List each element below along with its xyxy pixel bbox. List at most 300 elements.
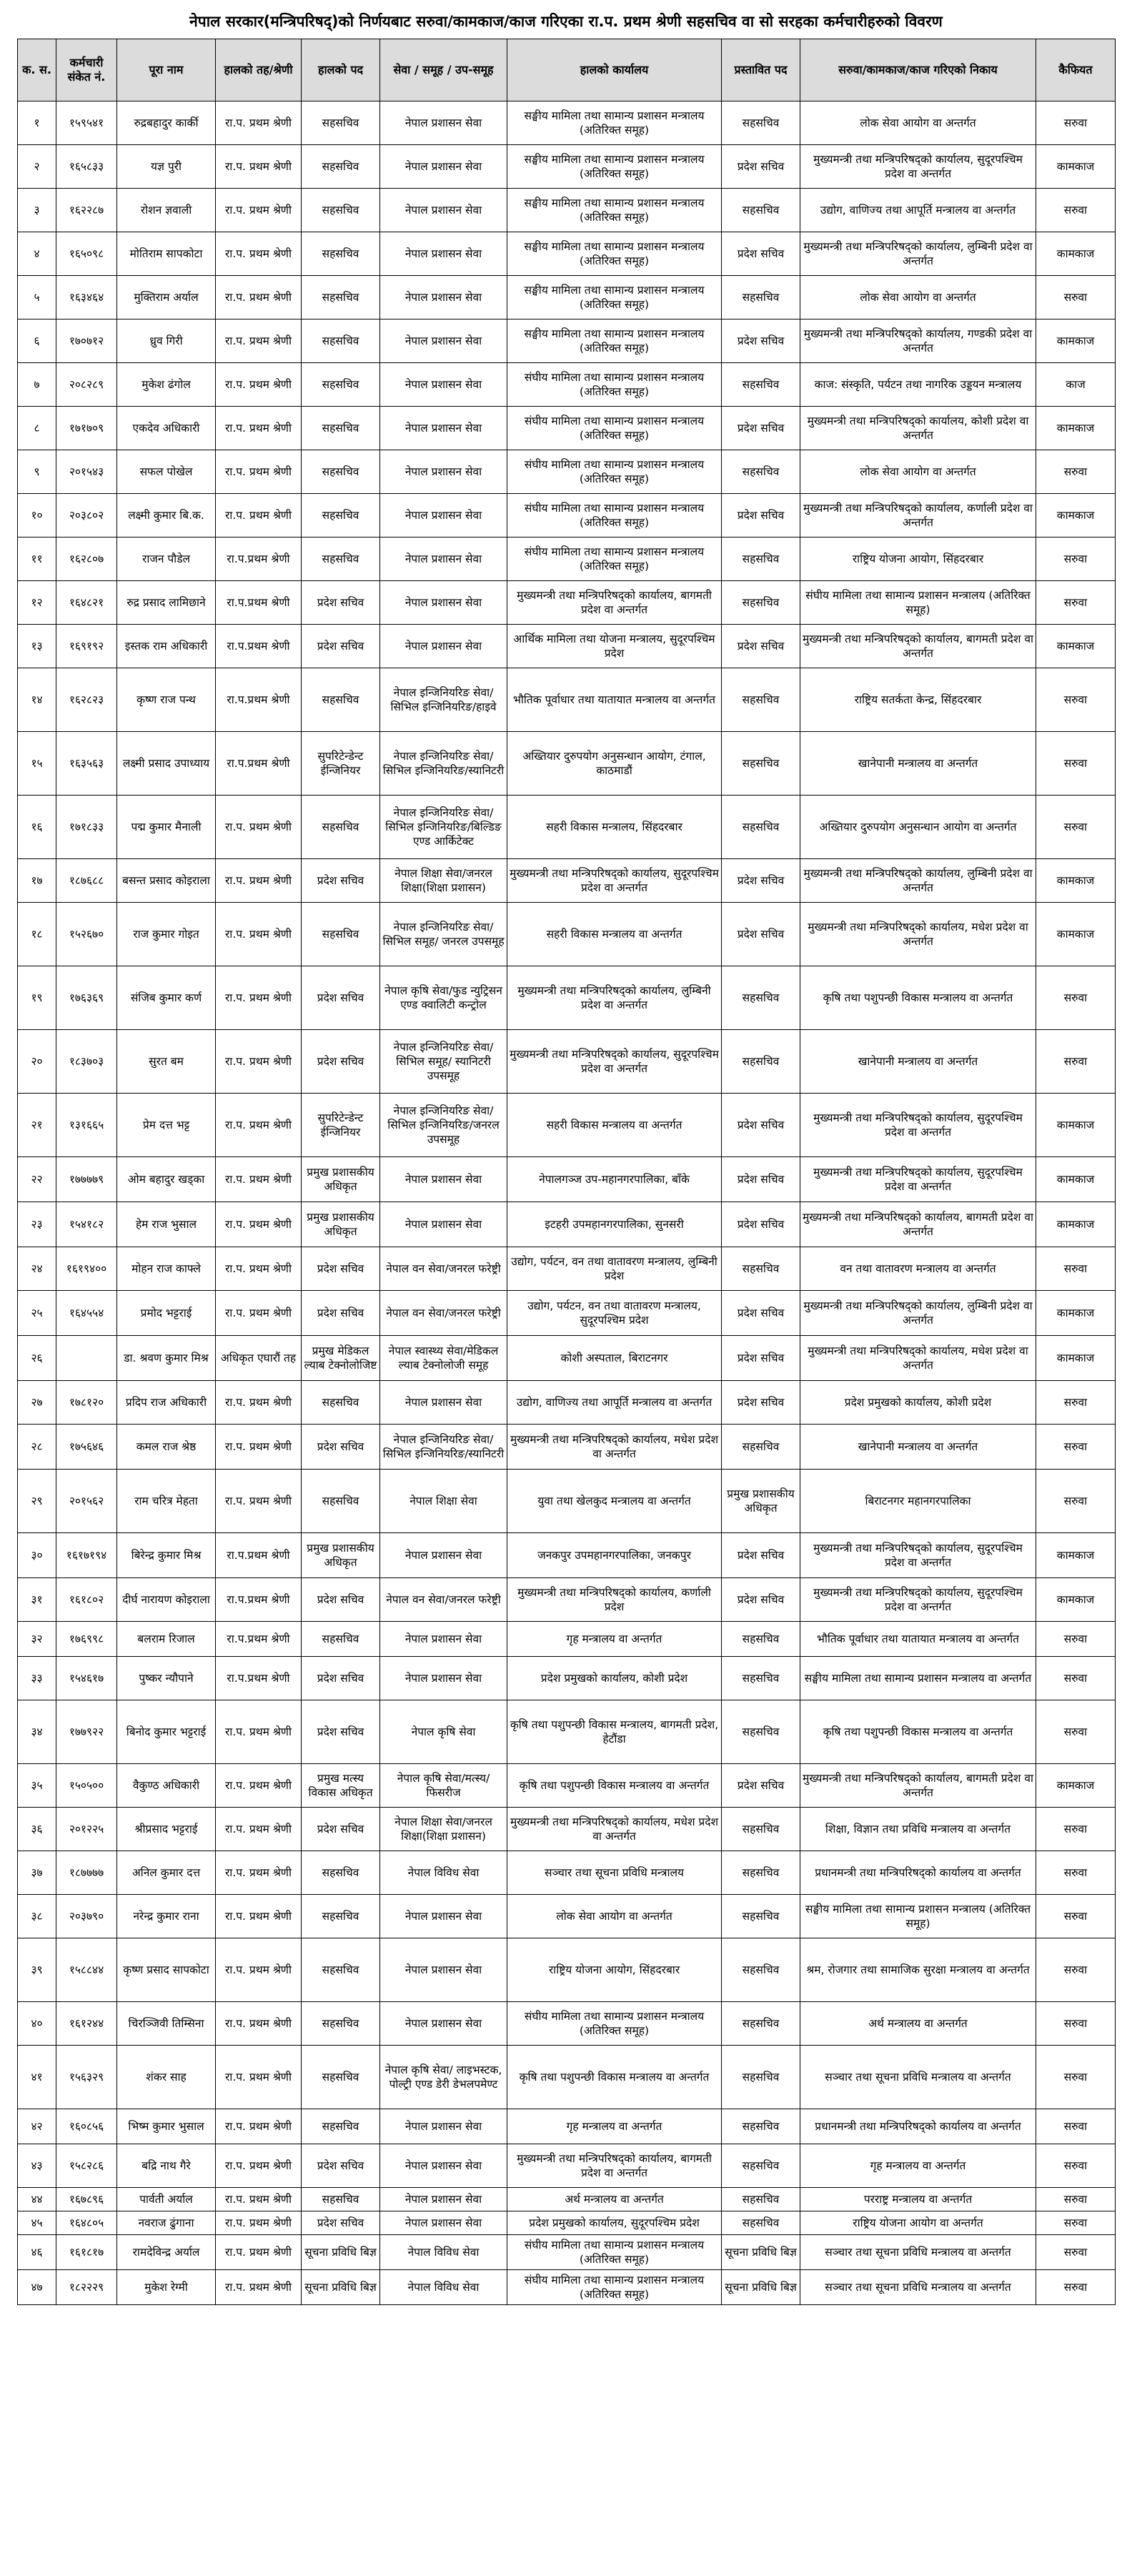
office-cell: मुख्यमन्त्री तथा मन्त्रिपरिषद्को कार्यालय, मधेश प्रदेश वा अन्तर्गत: [507, 1808, 722, 1851]
serial-cell: ३६: [18, 1808, 56, 1851]
post-cell: सहसचिव: [302, 668, 380, 732]
remark-cell: सरुवा: [1036, 1808, 1116, 1851]
name-cell: प्रमोद भट्टराई: [117, 1291, 216, 1336]
target-body-cell: मुख्यमन्त्री तथा मन्त्रिपरिषद्को कार्यालय, मधेश प्रदेश वा अन्तर्गत: [800, 1336, 1036, 1381]
remark-cell: कामकाज: [1036, 1336, 1116, 1381]
remark-cell: सरुवा: [1036, 2235, 1116, 2270]
level-cell: रा.प.प्रथम श्रेणी: [216, 1622, 302, 1657]
proposed-post-cell: सहसचिव: [722, 1030, 800, 1094]
post-cell: प्रदेश सचिव: [302, 1247, 380, 1291]
office-cell: कोशी अस्पताल, बिराटनगर: [507, 1336, 722, 1381]
code-cell: १७१८३३: [56, 796, 117, 859]
service-cell: नेपाल कृषि सेवा/ लाइभस्टक, पोल्ट्री एण्ड डेरी डेभलपमेण्ट: [380, 2046, 507, 2109]
table-row: [18, 2144, 1116, 2188]
target-body-cell: अर्थ मन्त्रालय वा अन्तर्गत: [800, 2002, 1036, 2046]
proposed-post-cell: सहसचिव: [722, 796, 800, 859]
office-cell: मुख्यमन्त्री तथा मन्त्रिपरिषद्को कार्यालय, कर्णाली प्रदेश: [507, 1578, 722, 1622]
name-cell: दीर्घ नारायण कोइराला: [117, 1578, 216, 1622]
target-body-cell: लोक सेवा आयोग वा अन्तर्गत: [800, 450, 1036, 494]
service-cell: नेपाल प्रशासन सेवा: [380, 407, 507, 450]
office-cell: उद्योग, वाणिज्य तथा आपूर्ति मन्त्रालय वा अन्तर्गत: [507, 1381, 722, 1425]
name-cell: यज्ञ पुरी: [117, 145, 216, 189]
post-cell: प्रदेश सचिव: [302, 625, 380, 668]
post-cell: प्रदेश सचिव: [302, 581, 380, 625]
table-row: [18, 1291, 1116, 1336]
code-cell: १६४८२१: [56, 581, 117, 625]
proposed-post-cell: प्रदेश सचिव: [722, 145, 800, 189]
name-cell: संजिब कुमार कर्ण: [117, 966, 216, 1030]
table-row: [18, 2002, 1116, 2046]
service-cell: नेपाल इन्जिनियरिङ सेवा/ सिभिल समूह/ स्यानिटरी उपसमूह: [380, 1030, 507, 1094]
table-row: [18, 668, 1116, 732]
post-cell: सहसचिव: [302, 363, 380, 407]
office-cell: संघीय मामिला तथा सामान्य प्रशासन मन्त्रालय (अतिरिक्त समूह): [507, 407, 722, 450]
table-row: [18, 859, 1116, 903]
remark-cell: सरुवा: [1036, 796, 1116, 859]
post-cell: प्रदेश सचिव: [302, 1578, 380, 1622]
serial-cell: २३: [18, 1202, 56, 1247]
target-body-cell: मुख्यमन्त्री तथा मन्त्रिपरिषद्को कार्यालय, बागमती प्रदेश वा अन्तर्गत: [800, 1202, 1036, 1247]
service-cell: नेपाल प्रशासन सेवा: [380, 1157, 507, 1202]
office-cell: सङ्घीय मामिला तथा सामान्य प्रशासन मन्त्रालय (अतिरिक्त समूह): [507, 101, 722, 145]
office-cell: गृह मन्त्रालय वा अन्तर्गत: [507, 1622, 722, 1657]
name-cell: अनिल कुमार दत्त: [117, 1851, 216, 1895]
table-row: [18, 796, 1116, 859]
serial-cell: ४७: [18, 2270, 56, 2305]
code-cell: १६५०९८: [56, 232, 117, 276]
target-body-cell: मुख्यमन्त्री तथा मन्त्रिपरिषद्को कार्यालय, लुम्बिनी प्रदेश वा अन्तर्गत: [800, 1291, 1036, 1336]
serial-cell: १९: [18, 966, 56, 1030]
post-cell: सहसचिव: [302, 2002, 380, 2046]
post-cell: सहसचिव: [302, 1470, 380, 1533]
serial-cell: ३५: [18, 1764, 56, 1808]
office-cell: उद्योग, पर्यटन, वन तथा वातावरण मन्त्रालय, लुम्बिनी प्रदेश: [507, 1247, 722, 1291]
level-cell: रा.प.प्रथम श्रेणी: [216, 1657, 302, 1700]
post-cell: सहसचिव: [302, 232, 380, 276]
code-cell: २०३८०२: [56, 494, 117, 538]
target-body-cell: सङ्घीय मामिला तथा सामान्य प्रशासन मन्त्रालय (अतिरिक्त समूह): [800, 1895, 1036, 1938]
remark-cell: सरुवा: [1036, 1425, 1116, 1470]
office-cell: प्रदेश प्रमुखको कार्यालय, सुदूरपश्चिम प्रदेश: [507, 2211, 722, 2235]
code-cell: १६३४६४: [56, 276, 117, 319]
remark-cell: सरुवा: [1036, 1657, 1116, 1700]
code-cell: १७८१२०: [56, 1381, 117, 1425]
proposed-post-cell: सहसचिव: [722, 1938, 800, 2002]
remark-cell: कामकाज: [1036, 1094, 1116, 1157]
serial-cell: ३०: [18, 1533, 56, 1578]
code-cell: १६२८२३: [56, 668, 117, 732]
target-body-cell: भौतिक पूर्वाधार तथा यातायात मन्त्रालय वा अन्तर्गत: [800, 1622, 1036, 1657]
post-cell: सहसचिव: [302, 1851, 380, 1895]
level-cell: रा.प. प्रथम श्रेणी: [216, 2109, 302, 2144]
service-cell: नेपाल वन सेवा/जनरल फरेष्ट्री: [380, 1247, 507, 1291]
code-cell: २०३७९०: [56, 1895, 117, 1938]
remark-cell: कामकाज: [1036, 319, 1116, 363]
level-cell: रा.प. प्रथम श्रेणी: [216, 1851, 302, 1895]
service-cell: नेपाल इन्जिनियरिङ सेवा/सिभिल इन्जिनियरिङ/स्यानिटरी: [380, 732, 507, 796]
level-cell: रा.प. प्रथम श्रेणी: [216, 450, 302, 494]
post-cell: सहसचिव: [302, 319, 380, 363]
serial-cell: ४: [18, 232, 56, 276]
level-cell: रा.प.प्रथम श्रेणी: [216, 1533, 302, 1578]
table-row: [18, 2270, 1116, 2305]
proposed-post-cell: प्रदेश सचिव: [722, 407, 800, 450]
office-cell: सङ्घीय मामिला तथा सामान्य प्रशासन मन्त्रालय (अतिरिक्त समूह): [507, 276, 722, 319]
level-cell: रा.प. प्रथम श्रेणी: [216, 101, 302, 145]
serial-cell: १२: [18, 581, 56, 625]
service-cell: नेपाल प्रशासन सेवा: [380, 450, 507, 494]
remark-cell: कामकाज: [1036, 1578, 1116, 1622]
target-body-cell: सञ्चार तथा सूचना प्रविधि मन्त्रालय वा अन्तर्गत: [800, 2046, 1036, 2109]
col-remark-header: कैफियत: [1036, 39, 1116, 101]
code-cell: १६१८०२: [56, 1578, 117, 1622]
proposed-post-cell: सहसचिव: [722, 2211, 800, 2235]
level-cell: रा.प. प्रथम श्रेणी: [216, 2270, 302, 2305]
level-cell: रा.प. प्रथम श्रेणी: [216, 276, 302, 319]
post-cell: सूचना प्रविधि बिज्ञ: [302, 2270, 380, 2305]
proposed-post-cell: सहसचिव: [722, 2188, 800, 2211]
office-cell: सहरी विकास मन्त्रालय वा अन्तर्गत: [507, 903, 722, 966]
serial-cell: १०: [18, 494, 56, 538]
name-cell: लक्ष्मी कुमार बि.क.: [117, 494, 216, 538]
service-cell: नेपाल प्रशासन सेवा: [380, 101, 507, 145]
proposed-post-cell: सहसचिव: [722, 1425, 800, 1470]
target-body-cell: प्रधानमन्त्री तथा मन्त्रिपरिषद्को कार्यालय वा अन्तर्गत: [800, 2109, 1036, 2144]
remark-cell: सरुवा: [1036, 2144, 1116, 2188]
office-cell: नेपालगञ्ज उप-महानगरपालिका, बाँके: [507, 1157, 722, 1202]
name-cell: पद्म कुमार मैनाली: [117, 796, 216, 859]
serial-cell: ३४: [18, 1700, 56, 1764]
target-body-cell: मुख्यमन्त्री तथा मन्त्रिपरिषद्को कार्यालय, गण्डकी प्रदेश वा अन्तर्गत: [800, 319, 1036, 363]
service-cell: नेपाल प्रशासन सेवा: [380, 276, 507, 319]
target-body-cell: मुख्यमन्त्री तथा मन्त्रिपरिषद्को कार्यालय, कोशी प्रदेश वा अन्तर्गत: [800, 407, 1036, 450]
level-cell: रा.प.प्रथम श्रेणी: [216, 581, 302, 625]
code-cell: १७५६४६: [56, 1425, 117, 1470]
target-body-cell: श्रम, रोजगार तथा सामाजिक सुरक्षा मन्त्रालय वा अन्तर्गत: [800, 1938, 1036, 2002]
level-cell: रा.प. प्रथम श्रेणी: [216, 2211, 302, 2235]
code-cell: १७०७१२: [56, 319, 117, 363]
table-row: [18, 1657, 1116, 1700]
service-cell: नेपाल वन सेवा/जनरल फरेष्ट्री: [380, 1578, 507, 1622]
serial-cell: १८: [18, 903, 56, 966]
code-cell: १६९१९२: [56, 625, 117, 668]
proposed-post-cell: सहसचिव: [722, 732, 800, 796]
serial-cell: ३८: [18, 1895, 56, 1938]
service-cell: नेपाल प्रशासन सेवा: [380, 538, 507, 581]
code-cell: १६५८३३: [56, 145, 117, 189]
target-body-cell: खानेपानी मन्त्रालय वा अन्तर्गत: [800, 732, 1036, 796]
target-body-cell: मुख्यमन्त्री तथा मन्त्रिपरिषद्को कार्यालय, सुदूरपश्चिम प्रदेश वा अन्तर्गत: [800, 1157, 1036, 1202]
serial-cell: ३७: [18, 1851, 56, 1895]
code-cell: २०८२८९: [56, 363, 117, 407]
code-cell: १५८८४४: [56, 1938, 117, 2002]
table-row: [18, 1895, 1116, 1938]
remark-cell: सरुवा: [1036, 538, 1116, 581]
service-cell: नेपाल प्रशासन सेवा: [380, 1202, 507, 1247]
level-cell: रा.प.प्रथम श्रेणी: [216, 732, 302, 796]
serial-cell: ८: [18, 407, 56, 450]
remark-cell: सरुवा: [1036, 966, 1116, 1030]
col-code-header: कर्मचारी संकेत नं.: [56, 39, 117, 101]
post-cell: सहसचिव: [302, 189, 380, 232]
name-cell: राजन पौडेल: [117, 538, 216, 581]
level-cell: रा.प. प्रथम श्रेणी: [216, 1157, 302, 1202]
post-cell: सहसचिव: [302, 407, 380, 450]
code-cell: १८७६८८: [56, 859, 117, 903]
serial-cell: ३: [18, 189, 56, 232]
target-body-cell: संघीय मामिला तथा सामान्य प्रशासन मन्त्रालय (अतिरिक्त समूह): [800, 581, 1036, 625]
code-cell: १६७८९६: [56, 2188, 117, 2211]
serial-cell: ३९: [18, 1938, 56, 2002]
office-cell: गृह मन्त्रालय वा अन्तर्गत: [507, 2109, 722, 2144]
service-cell: नेपाल प्रशासन सेवा: [380, 189, 507, 232]
serial-cell: ५: [18, 276, 56, 319]
service-cell: नेपाल कृषि सेवा/मत्स्य/फिसरीज: [380, 1764, 507, 1808]
table-row: [18, 732, 1116, 796]
target-body-cell: खानेपानी मन्त्रालय वा अन्तर्गत: [800, 1030, 1036, 1094]
remark-cell: काज: [1036, 363, 1116, 407]
level-cell: रा.प. प्रथम श्रेणी: [216, 1700, 302, 1764]
name-cell: रामदेविन्द्र अर्याल: [117, 2235, 216, 2270]
service-cell: नेपाल प्रशासन सेवा: [380, 2002, 507, 2046]
remark-cell: कामकाज: [1036, 625, 1116, 668]
post-cell: सहसचिव: [302, 903, 380, 966]
office-cell: कृषि तथा पशुपन्छी विकास मन्त्रालय, बागमती प्रदेश, हेटौंडा: [507, 1700, 722, 1764]
service-cell: नेपाल प्रशासन सेवा: [380, 1533, 507, 1578]
target-body-cell: मुख्यमन्त्री तथा मन्त्रिपरिषद्को कार्यालय, सुदूरपश्चिम प्रदेश वा अन्तर्गत: [800, 145, 1036, 189]
level-cell: रा.प. प्रथम श्रेणी: [216, 232, 302, 276]
name-cell: इस्तक राम अधिकारी: [117, 625, 216, 668]
table-row: [18, 1202, 1116, 1247]
office-cell: भौतिक पूर्वाधार तथा यातायात मन्त्रालय वा अन्तर्गत: [507, 668, 722, 732]
level-cell: रा.प.प्रथम श्रेणी: [216, 1578, 302, 1622]
table-row: [18, 1157, 1116, 1202]
name-cell: चिरञ्जिवी तिम्सिना: [117, 2002, 216, 2046]
name-cell: मुकेश ढंगोल: [117, 363, 216, 407]
service-cell: नेपाल प्रशासन सेवा: [380, 494, 507, 538]
target-body-cell: कृषि तथा पशुपन्छी विकास मन्त्रालय वा अन्तर्गत: [800, 966, 1036, 1030]
name-cell: ध्रुव गिरी: [117, 319, 216, 363]
code-cell: १७१७०९: [56, 407, 117, 450]
serial-cell: २१: [18, 1094, 56, 1157]
proposed-post-cell: सहसचिव: [722, 1622, 800, 1657]
table-row: [18, 1336, 1116, 1381]
remark-cell: कामकाज: [1036, 903, 1116, 966]
target-body-cell: लोक सेवा आयोग वा अन्तर्गत: [800, 101, 1036, 145]
code-cell: १७७९२२: [56, 1700, 117, 1764]
post-cell: सुपरिटेन्डेन्ट ईन्जिनियर: [302, 1094, 380, 1157]
remark-cell: सरुवा: [1036, 2211, 1116, 2235]
serial-cell: ३२: [18, 1622, 56, 1657]
service-cell: नेपाल विविध सेवा: [380, 2235, 507, 2270]
level-cell: रा.प. प्रथम श्रेणी: [216, 1381, 302, 1425]
service-cell: नेपाल इन्जिनियरिङ सेवा/ सिभिल समूह/ जनरल उपसमूह: [380, 903, 507, 966]
target-body-cell: शिक्षा, विज्ञान तथा प्रविधि मन्त्रालय वा अन्तर्गत: [800, 1808, 1036, 1851]
proposed-post-cell: प्रदेश सचिव: [722, 1578, 800, 1622]
proposed-post-cell: सहसचिव: [722, 2046, 800, 2109]
service-cell: नेपाल प्रशासन सेवा: [380, 2188, 507, 2211]
remark-cell: सरुवा: [1036, 1470, 1116, 1533]
col-body-header: सरुवा/कामकाज/काज गरिएको निकाय: [800, 39, 1036, 101]
name-cell: नवराज ढुंगाना: [117, 2211, 216, 2235]
code-cell: १८७७७७: [56, 1851, 117, 1895]
level-cell: रा.प. प्रथम श्रेणी: [216, 1808, 302, 1851]
table-row: [18, 1700, 1116, 1764]
col-serial-header: क. स.: [18, 39, 56, 101]
proposed-post-cell: प्रदेश सचिव: [722, 494, 800, 538]
table-row: [18, 101, 1116, 145]
name-cell: हेम राज भुसाल: [117, 1202, 216, 1247]
code-cell: १६१९४००: [56, 1247, 117, 1291]
serial-cell: ४३: [18, 2144, 56, 2188]
service-cell: नेपाल प्रशासन सेवा: [380, 2144, 507, 2188]
remark-cell: सरुवा: [1036, 276, 1116, 319]
code-cell: १५४६१७: [56, 1657, 117, 1700]
col-service-header: सेवा / समूह / उप-समूह: [380, 39, 507, 101]
remark-cell: सरुवा: [1036, 1622, 1116, 1657]
remark-cell: कामकाज: [1036, 407, 1116, 450]
office-cell: कृषि तथा पशुपन्छी विकास मन्त्रालय वा अन्तर्गत: [507, 2046, 722, 2109]
level-cell: रा.प. प्रथम श्रेणी: [216, 1764, 302, 1808]
table-row: [18, 2109, 1116, 2144]
post-cell: सहसचिव: [302, 450, 380, 494]
name-cell: राज कुमार गोइत: [117, 903, 216, 966]
service-cell: नेपाल कृषि सेवा/फुड न्युट्रिसन एण्ड क्वालिटी कन्ट्रोल: [380, 966, 507, 1030]
proposed-post-cell: प्रदेश सचिव: [722, 1764, 800, 1808]
post-cell: प्रदेश सचिव: [302, 1808, 380, 1851]
target-body-cell: मुख्यमन्त्री तथा मन्त्रिपरिषद्को कार्यालय, लुम्बिनी प्रदेश वा अन्तर्गत: [800, 232, 1036, 276]
remark-cell: सरुवा: [1036, 189, 1116, 232]
office-cell: लोक सेवा आयोग वा अन्तर्गत: [507, 1895, 722, 1938]
remark-cell: सरुवा: [1036, 581, 1116, 625]
table-row: [18, 581, 1116, 625]
code-cell: १६४५५४: [56, 1291, 117, 1336]
level-cell: रा.प. प्रथम श्रेणी: [216, 1938, 302, 2002]
table-row: [18, 1764, 1116, 1808]
post-cell: प्रदेश सचिव: [302, 2211, 380, 2235]
table-row: [18, 1247, 1116, 1291]
table-body: [18, 101, 1116, 2305]
level-cell: रा.प. प्रथम श्रेणी: [216, 796, 302, 859]
service-cell: नेपाल प्रशासन सेवा: [380, 1622, 507, 1657]
proposed-post-cell: प्रदेश सचिव: [722, 625, 800, 668]
table-row: [18, 276, 1116, 319]
col-name-header: पूरा नाम: [117, 39, 216, 101]
name-cell: रोशन ज्ञवाली: [117, 189, 216, 232]
serial-cell: २२: [18, 1157, 56, 1202]
table-row: [18, 1622, 1116, 1657]
table-row: [18, 1094, 1116, 1157]
remark-cell: सरुवा: [1036, 2270, 1116, 2305]
proposed-post-cell: प्रदेश सचिव: [722, 1157, 800, 1202]
serial-cell: ९: [18, 450, 56, 494]
level-cell: रा.प.प्रथम श्रेणी: [216, 538, 302, 581]
remark-cell: सरुवा: [1036, 2002, 1116, 2046]
level-cell: रा.प. प्रथम श्रेणी: [216, 1425, 302, 1470]
table-row: [18, 1938, 1116, 2002]
level-cell: रा.प. प्रथम श्रेणी: [216, 1030, 302, 1094]
code-cell: १६१७१९४: [56, 1533, 117, 1578]
target-body-cell: मुख्यमन्त्री तथा मन्त्रिपरिषद्को कार्यालय, सुदूरपश्चिम प्रदेश वा अन्तर्गत: [800, 1533, 1036, 1578]
serial-cell: २९: [18, 1470, 56, 1533]
office-cell: सङ्घीय मामिला तथा सामान्य प्रशासन मन्त्रालय (अतिरिक्त समूह): [507, 232, 722, 276]
post-cell: सहसचिव: [302, 1622, 380, 1657]
office-cell: मुख्यमन्त्री तथा मन्त्रिपरिषद्को कार्यालय, लुम्बिनी प्रदेश वा अन्तर्गत: [507, 966, 722, 1030]
post-cell: सहसचिव: [302, 1381, 380, 1425]
level-cell: रा.प. प्रथम श्रेणी: [216, 2144, 302, 2188]
code-cell: १६१२४४: [56, 2002, 117, 2046]
code-cell: २०१५४३: [56, 450, 117, 494]
col-level-header: हालको तह/श्रेणी: [216, 39, 302, 101]
service-cell: नेपाल प्रशासन सेवा: [380, 581, 507, 625]
post-cell: प्रमुख प्रशासकीय अधिकृत: [302, 1202, 380, 1247]
proposed-post-cell: सहसचिव: [722, 276, 800, 319]
table-row: [18, 232, 1116, 276]
serial-cell: १५: [18, 732, 56, 796]
office-cell: मुख्यमन्त्री तथा मन्त्रिपरिषद्को कार्यालय, सुदूरपश्चिम प्रदेश वा अन्तर्गत: [507, 859, 722, 903]
proposed-post-cell: प्रदेश सचिव: [722, 1381, 800, 1425]
target-body-cell: अख्तियार दुरुपयोग अनुसन्धान आयोग वा अन्तर्गत: [800, 796, 1036, 859]
table-row: [18, 2211, 1116, 2235]
level-cell: रा.प. प्रथम श्रेणी: [216, 407, 302, 450]
proposed-post-cell: प्रदेश सचिव: [722, 903, 800, 966]
level-cell: रा.प. प्रथम श्रेणी: [216, 494, 302, 538]
code-cell: १५२६७०: [56, 903, 117, 966]
remark-cell: कामकाज: [1036, 1291, 1116, 1336]
office-cell: संघीय मामिला तथा सामान्य प्रशासन मन्त्रालय (अतिरिक्त समूह): [507, 450, 722, 494]
serial-cell: १७: [18, 859, 56, 903]
serial-cell: २७: [18, 1381, 56, 1425]
service-cell: नेपाल इन्जिनियरिङ सेवा/सिभिल इन्जिनियरिङ/जनरल उपसमूह: [380, 1094, 507, 1157]
name-cell: रुद्रबहादुर कार्की: [117, 101, 216, 145]
code-cell: १७६३६९: [56, 966, 117, 1030]
col-post-header: हालको पद: [302, 39, 380, 101]
target-body-cell: खानेपानी मन्त्रालय वा अन्तर्गत: [800, 1425, 1036, 1470]
post-cell: प्रमुख प्रशासकीय अधिकृत: [302, 1157, 380, 1202]
table-header: [18, 39, 1116, 101]
post-cell: सहसचिव: [302, 2109, 380, 2144]
service-cell: नेपाल प्रशासन सेवा: [380, 1895, 507, 1938]
proposed-post-cell: सहसचिव: [722, 2109, 800, 2144]
target-body-cell: मुख्यमन्त्री तथा मन्त्रिपरिषद्को कार्यालय, कर्णाली प्रदेश वा अन्तर्गत: [800, 494, 1036, 538]
code-cell: १५६३२९: [56, 2046, 117, 2109]
level-cell: रा.प. प्रथम श्रेणी: [216, 1470, 302, 1533]
office-cell: जनकपुर उपमहानगरपालिका, जनकपुर: [507, 1533, 722, 1578]
service-cell: नेपाल शिक्षा सेवा: [380, 1470, 507, 1533]
name-cell: कृष्ण राज पन्थ: [117, 668, 216, 732]
post-cell: प्रदेश सचिव: [302, 1657, 380, 1700]
code-cell: १८२२२९: [56, 2270, 117, 2305]
target-body-cell: मुख्यमन्त्री तथा मन्त्रिपरिषद्को कार्यालय, लुम्बिनी प्रदेश वा अन्तर्गत: [800, 859, 1036, 903]
col-office-header: हालको कार्यालय: [507, 39, 722, 101]
table-row: [18, 2188, 1116, 2211]
target-body-cell: परराष्ट्र मन्त्रालय वा अन्तर्गत: [800, 2188, 1036, 2211]
level-cell: रा.प. प्रथम श्रेणी: [216, 189, 302, 232]
name-cell: भिष्म कुमार भुसाल: [117, 2109, 216, 2144]
document-title: नेपाल सरकार(मन्त्रिपरिषद्)को निर्णयबाट सरुवा/कामकाज/काज गरिएका रा.प. प्रथम श्रेणी सहसचिव वा सो सरहका कर्मचारीहरुको विवरण: [189, 13, 943, 30]
code-cell: १८३७०३: [56, 1030, 117, 1094]
target-body-cell: राष्ट्रिय सतर्कता केन्द्र, सिंहदरबार: [800, 668, 1036, 732]
name-cell: सुरत बम: [117, 1030, 216, 1094]
name-cell: राम चरित्र मेहता: [117, 1470, 216, 1533]
serial-cell: २६: [18, 1336, 56, 1381]
post-cell: सुपरिटेन्डेन्ट ईन्जिनियर: [302, 732, 380, 796]
office-cell: संघीय मामिला तथा सामान्य प्रशासन मन्त्रालय (अतिरिक्त समूह): [507, 2002, 722, 2046]
name-cell: ओम बहादुर खड्का: [117, 1157, 216, 1202]
table-row: [18, 1425, 1116, 1470]
table-row: [18, 494, 1116, 538]
remark-cell: कामकाज: [1036, 1764, 1116, 1808]
